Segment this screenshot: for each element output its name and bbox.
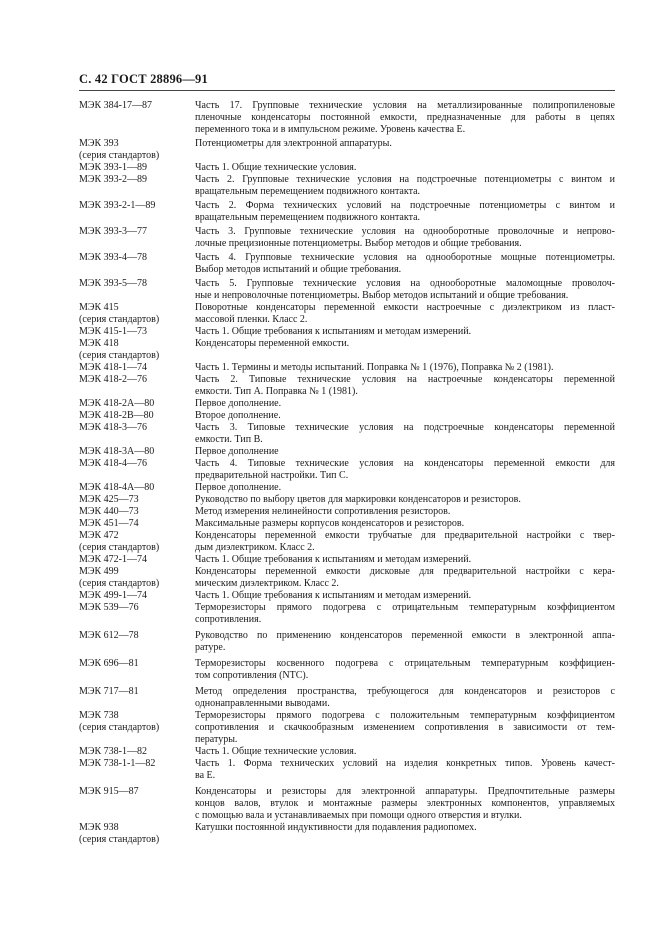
standard-description xyxy=(195,174,615,198)
standard-code: МЭК 499 xyxy=(79,566,119,577)
standard-code: МЭК 440—73 xyxy=(79,506,139,517)
standard-description xyxy=(195,138,615,150)
description-line: Часть 4. Групповые технические условия на однооборотные мощные потенциометры. xyxy=(195,252,615,263)
header-rule xyxy=(79,90,615,91)
description-line: Выбор методов испытаний и общие требования. xyxy=(195,264,402,275)
standard-code: МЭК 425—73 xyxy=(79,494,139,505)
description-line: Потенциометры для электронной аппаратуры. xyxy=(195,138,392,149)
standard-code: МЭК 539—76 xyxy=(79,602,139,613)
description-line: однонаправленными выводами. xyxy=(195,698,330,709)
standard-code-cell xyxy=(79,162,195,174)
standard-code: МЭК 393-2—89 xyxy=(79,174,147,185)
description-line: Часть 2. Типовые технические условия на настроечные конденсаторы переменной xyxy=(195,374,615,385)
description-line: Часть 3. Групповые технические условия на однооборотные проволочные и непрово- xyxy=(195,226,615,237)
standard-entry xyxy=(79,518,615,530)
standard-code: МЭК 499-1—74 xyxy=(79,590,147,601)
standard-code: МЭК 418-1—74 xyxy=(79,362,147,373)
standard-code-cell xyxy=(79,494,195,506)
description-line: вращательным перемещением подвижного контакта. xyxy=(195,186,421,197)
description-line: Терморезисторы косвенного подогрева с отрицательным температурным коэффициен- xyxy=(195,658,615,669)
standard-entry xyxy=(79,302,615,326)
standard-description xyxy=(195,786,615,822)
description-line: Терморезисторы прямого подогрева с отрицательным температурным коэффициентом xyxy=(195,602,615,613)
standard-code: МЭК 418 xyxy=(79,338,119,349)
standard-code: МЭК 418-4А—80 xyxy=(79,482,155,493)
standard-code: МЭК 938 xyxy=(79,822,119,833)
standard-series-note: (серия стандартов) xyxy=(79,834,160,845)
standard-code: МЭК 418-2А—80 xyxy=(79,398,155,409)
standard-code: МЭК 393-5—78 xyxy=(79,278,147,289)
description-line: пленочные конденсаторы постоянной емкости, предназначенные для работы в цепях xyxy=(195,112,615,123)
standard-description xyxy=(195,758,615,782)
standard-entry xyxy=(79,278,615,302)
standard-code: МЭК 393 xyxy=(79,138,119,149)
description-line: Часть 1. Общие требования к испытаниям и методам измерений. xyxy=(195,326,472,337)
description-line: Второе дополнение. xyxy=(195,410,281,421)
standard-description xyxy=(195,822,615,834)
standard-description xyxy=(195,518,615,530)
standard-code: МЭК 418-3А—80 xyxy=(79,446,155,457)
standard-description xyxy=(195,162,615,174)
standard-description xyxy=(195,252,615,276)
standard-description xyxy=(195,458,615,482)
standard-code: МЭК 393-1—89 xyxy=(79,162,147,173)
description-line: пературы. xyxy=(195,734,238,745)
standard-code-cell xyxy=(79,422,195,434)
standard-code-cell xyxy=(79,554,195,566)
standard-code: МЭК 738 xyxy=(79,710,119,721)
description-line: Часть 1. Общие технические условия. xyxy=(195,746,357,757)
page-header: С. 42 ГОСТ 28896—91 xyxy=(79,72,208,86)
description-line: дым диэлектриком. Класс 2. xyxy=(195,542,315,553)
standard-entry xyxy=(79,746,615,758)
standard-description xyxy=(195,326,615,338)
description-line: лочные прецизионные потенциометры. Выбор методов и общие требования. xyxy=(195,238,522,249)
standard-code-cell xyxy=(79,362,195,374)
standard-code-cell xyxy=(79,686,195,698)
standard-code: МЭК 384-17—87 xyxy=(79,100,152,111)
standard-description xyxy=(195,530,615,554)
description-line: Первое дополнение. xyxy=(195,398,282,409)
description-line: Часть 1. Термины и методы испытаний. Поправка № 1 (1976), Поправка № 2 (1981). xyxy=(195,362,554,373)
standard-code: МЭК 717—81 xyxy=(79,686,139,697)
standard-code-cell xyxy=(79,710,195,734)
description-line: Часть 2. Форма технических условий на подстроечные потенциометры с винтом и xyxy=(195,200,615,211)
standard-code-cell xyxy=(79,822,195,846)
standard-code-cell xyxy=(79,278,195,290)
standard-code-cell xyxy=(79,786,195,798)
description-line: Конденсаторы переменной емкости дисковые для предварительной настройки с кера- xyxy=(195,566,615,577)
standard-code-cell xyxy=(79,566,195,590)
standard-entry xyxy=(79,162,615,174)
standard-description xyxy=(195,302,615,326)
standard-entry xyxy=(79,554,615,566)
standard-entry xyxy=(79,226,615,250)
description-line: Руководство по выбору цветов для маркировки конденсаторов и резисторов. xyxy=(195,494,521,505)
standard-entry xyxy=(79,686,615,710)
standard-code-cell xyxy=(79,658,195,670)
standard-entry xyxy=(79,422,615,446)
standards-list xyxy=(79,100,615,846)
description-line: Максимальные размеры корпусов конденсаторов и резисторов. xyxy=(195,518,465,529)
description-line: Метод измерения нелинейности сопротивления резисторов. xyxy=(195,506,451,517)
standard-entry xyxy=(79,566,615,590)
description-line: Конденсаторы переменной емкости. xyxy=(195,338,350,349)
standard-entry xyxy=(79,590,615,602)
description-line: Конденсаторы переменной емкости трубчатые для предварительной настройки с твер- xyxy=(195,530,615,541)
standard-entry xyxy=(79,374,615,398)
standard-entry xyxy=(79,138,615,162)
description-line: Катушки постоянной индуктивности для подавления радиопомех. xyxy=(195,822,477,833)
standard-code-cell xyxy=(79,446,195,458)
standard-entry xyxy=(79,530,615,554)
description-line: Конденсаторы и резисторы для электронной аппаратуры. Предпочтительные размеры xyxy=(195,786,615,797)
standard-code-cell xyxy=(79,174,195,186)
standard-description xyxy=(195,710,615,746)
description-line: мическим диэлектриком. Класс 2. xyxy=(195,578,339,589)
standard-description xyxy=(195,554,615,566)
standard-code: МЭК 418-4—76 xyxy=(79,458,147,469)
standard-code-cell xyxy=(79,458,195,470)
description-line: массовой пленки. Класс 2. xyxy=(195,314,308,325)
description-line: предварительной настройки. Тип С. xyxy=(195,470,349,481)
standard-code-cell xyxy=(79,302,195,326)
standard-code-cell xyxy=(79,602,195,614)
description-line: Поворотные конденсаторы переменной емкости настроечные с диэлектриком из пласт- xyxy=(195,302,615,313)
standard-description xyxy=(195,630,615,654)
description-line: сопротивления. xyxy=(195,614,262,625)
description-line: вращательным перемещением подвижного контакта. xyxy=(195,212,421,223)
standard-entry xyxy=(79,658,615,682)
description-line: ва Е. xyxy=(195,770,216,781)
standard-entry xyxy=(79,410,615,422)
standard-code-cell xyxy=(79,590,195,602)
standard-description xyxy=(195,226,615,250)
standard-code: МЭК 472-1—74 xyxy=(79,554,147,565)
standard-entry xyxy=(79,506,615,518)
description-line: том сопротивления (NTC). xyxy=(195,670,309,681)
standard-description xyxy=(195,446,615,458)
standard-code: МЭК 393-2-1—89 xyxy=(79,200,156,211)
standard-description xyxy=(195,566,615,590)
description-line: Часть 4. Типовые технические условия на конденсаторы переменной емкости для xyxy=(195,458,615,469)
description-line: Часть 1. Общие требования к испытаниям и методам измерений. xyxy=(195,554,472,565)
standard-code-cell xyxy=(79,100,195,112)
standard-code-cell xyxy=(79,374,195,386)
standard-series-note: (серия стандартов) xyxy=(79,578,160,589)
standard-code-cell xyxy=(79,138,195,162)
standard-code-cell xyxy=(79,482,195,494)
description-line: Терморезисторы прямого подогрева с положительным температурным коэффициентом xyxy=(195,710,615,721)
standard-code-cell xyxy=(79,518,195,530)
standard-description xyxy=(195,506,615,518)
standard-description xyxy=(195,658,615,682)
standard-code: МЭК 738-1-1—82 xyxy=(79,758,156,769)
standard-code-cell xyxy=(79,338,195,362)
standard-series-note: (серия стандартов) xyxy=(79,542,160,553)
description-line: Первое дополнение xyxy=(195,446,279,457)
standard-code: МЭК 393-4—78 xyxy=(79,252,147,263)
standard-entry xyxy=(79,398,615,410)
standard-code: МЭК 418-2В—80 xyxy=(79,410,154,421)
description-line: ратуре. xyxy=(195,642,226,653)
standard-code-cell xyxy=(79,252,195,264)
description-line: ные и непроволочные потенциометры. Выбор методов испытаний и общие требования. xyxy=(195,290,569,301)
standard-code: МЭК 472 xyxy=(79,530,119,541)
standard-code-cell xyxy=(79,746,195,758)
standard-code-cell xyxy=(79,530,195,554)
standard-description xyxy=(195,200,615,224)
description-line: переменного тока и в импульсном режиме. Уровень качества Е. xyxy=(195,124,466,135)
standard-entry xyxy=(79,100,615,136)
standard-code: МЭК 418-3—76 xyxy=(79,422,147,433)
standard-code: МЭК 738-1—82 xyxy=(79,746,147,757)
standard-entry xyxy=(79,710,615,746)
description-line: концов валов, втулок и монтажные размеры электронных компонентов, управляемых xyxy=(195,798,615,809)
standard-entry xyxy=(79,446,615,458)
standard-description xyxy=(195,362,615,374)
description-line: емкости. Тип А. Поправка № 1 (1981). xyxy=(195,386,358,397)
description-line: емкости. Тип В. xyxy=(195,434,263,445)
standard-series-note: (серия стандартов) xyxy=(79,350,160,361)
standard-series-note: (серия стандартов) xyxy=(79,722,160,733)
standard-entry xyxy=(79,252,615,276)
standard-code-cell xyxy=(79,758,195,770)
description-line: сопротивления и скачкообразным изменением сопротивления в зависимости от тем- xyxy=(195,722,615,733)
description-line: Часть 1. Общие технические условия. xyxy=(195,162,357,173)
description-line: Руководство по применению конденсаторов переменной емкости в электронной аппа- xyxy=(195,630,615,641)
standard-code-cell xyxy=(79,200,195,212)
description-line: с помощью вала и устанавливаемых при помощи одного отверстия и втулки. xyxy=(195,810,522,821)
standard-code: МЭК 612—78 xyxy=(79,630,139,641)
description-line: Часть 1. Общие требования к испытаниям и методам измерений. xyxy=(195,590,472,601)
standard-code-cell xyxy=(79,506,195,518)
standard-description xyxy=(195,422,615,446)
description-line: Часть 1. Форма технических условий на изделия конкретных типов. Уровень качест- xyxy=(195,758,615,769)
description-line: Часть 5. Групповые технические условия на однооборотные маломощные проволоч- xyxy=(195,278,615,289)
standard-entry xyxy=(79,338,615,362)
standard-description xyxy=(195,686,615,710)
standard-code: МЭК 415 xyxy=(79,302,119,313)
description-line: Часть 2. Групповые технические условия на подстроечные потенциометры с винтом и xyxy=(195,174,615,185)
standard-code: МЭК 451—74 xyxy=(79,518,139,529)
standard-code-cell xyxy=(79,398,195,410)
standard-code-cell xyxy=(79,630,195,642)
standard-description xyxy=(195,100,615,136)
standard-series-note: (серия стандартов) xyxy=(79,150,160,161)
standard-description xyxy=(195,602,615,626)
standard-description xyxy=(195,746,615,758)
standard-entry xyxy=(79,326,615,338)
standard-description xyxy=(195,398,615,410)
standard-entry xyxy=(79,362,615,374)
standard-entry xyxy=(79,602,615,626)
standard-entry xyxy=(79,758,615,782)
standard-code-cell xyxy=(79,226,195,238)
standard-description xyxy=(195,338,615,350)
standard-code: МЭК 915—87 xyxy=(79,786,139,797)
standard-series-note: (серия стандартов) xyxy=(79,314,160,325)
standard-code: МЭК 415-1—73 xyxy=(79,326,147,337)
description-line: Часть 3. Типовые технические условия на подстроечные конденсаторы переменной xyxy=(195,422,615,433)
standard-entry xyxy=(79,494,615,506)
standard-entry xyxy=(79,200,615,224)
standard-code-cell xyxy=(79,410,195,422)
standard-code: МЭК 696—81 xyxy=(79,658,139,669)
standard-entry xyxy=(79,630,615,654)
standard-description xyxy=(195,374,615,398)
standard-description xyxy=(195,278,615,302)
standard-code-cell xyxy=(79,326,195,338)
description-line: Метод определения пространства, требующегося для конденсаторов и резисторов с xyxy=(195,686,615,697)
standard-description xyxy=(195,410,615,422)
description-line: Первое дополнение. xyxy=(195,482,282,493)
standard-entry xyxy=(79,822,615,846)
standard-entry xyxy=(79,174,615,198)
standard-entry xyxy=(79,786,615,822)
standard-code: МЭК 393-3—77 xyxy=(79,226,147,237)
standard-description xyxy=(195,494,615,506)
standard-entry xyxy=(79,458,615,482)
standard-description xyxy=(195,590,615,602)
standard-code: МЭК 418-2—76 xyxy=(79,374,147,385)
description-line: Часть 17. Групповые технические условия на металлизированные полипропиленовые xyxy=(195,100,615,111)
standard-entry xyxy=(79,482,615,494)
standard-description xyxy=(195,482,615,494)
